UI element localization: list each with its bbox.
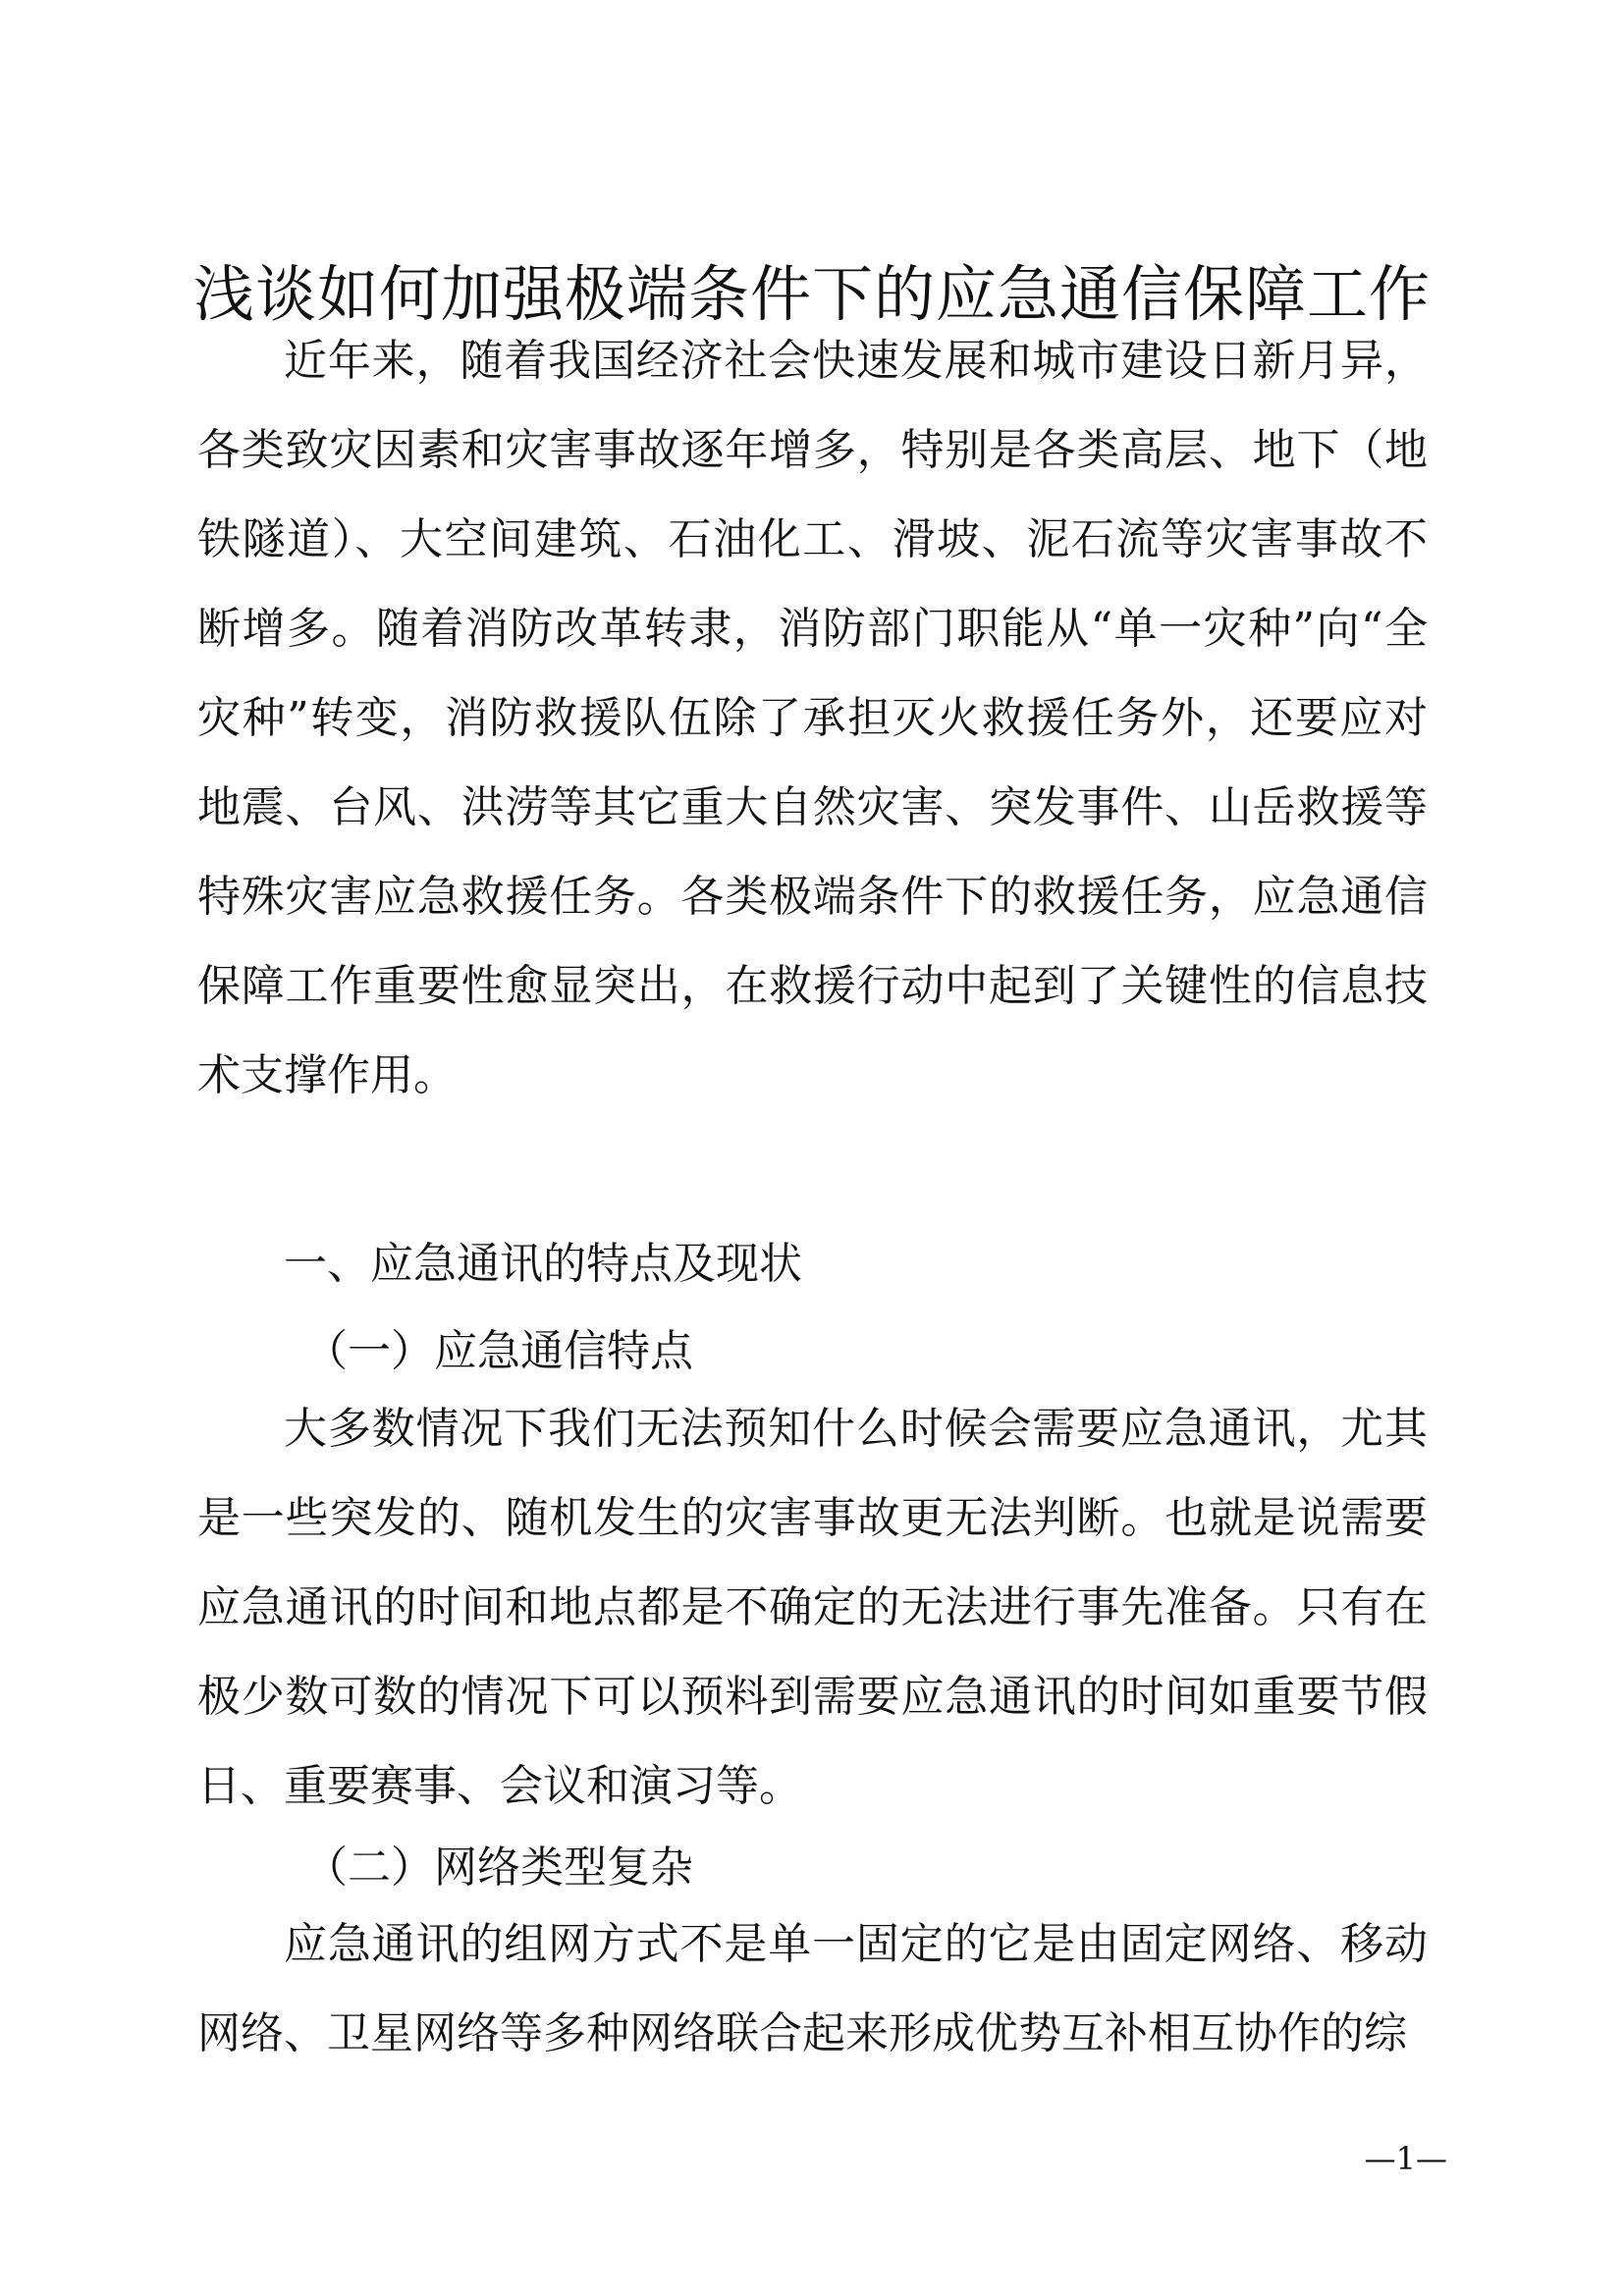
subsection-heading: （二）网络类型复杂 <box>304 1842 693 1893</box>
intro-paragraph: 近年来，随着我国经济社会快速发展和城市建设日新月异，各类致灾因素和灾害事故逐年增多，特别是各类高层、地下（地铁隧道）、大空间建筑、石油化工、滑坡、泥石流等灾害事故不断增多。随着消防改革转隶，消防部门职能从“单一灾种”向“全灾种”转变，消防救援队伍除了承担灭火救援任务外，还要应对地震、台风、洪涝等其它重大自然灾害、突发事件、山岳救援等特殊灾害应急救援任务。各类极端条件下的救援任务，应急通信保障工作重要性愈显突出，在救援行动中起到了关键性的信息技术支撑作用。 <box>197 336 1428 1100</box>
document-title: 浅谈如何加强极端条件下的应急通信保障工作 <box>192 258 1431 330</box>
page-number: —1— <box>1364 2140 1447 2177</box>
subsection-heading: （一）应急通信特点 <box>304 1326 693 1376</box>
section-heading: 一、应急通讯的特点及现状 <box>284 1239 802 1289</box>
subsection-paragraph: 大多数情况下我们无法预知什么时候会需要应急通讯，尤其是一些突发的、随机发生的灾害事故更无法判断。也就是说需要应急通讯的时间和地点都是不确定的无法进行事先准备。只有在极少数可数的情况下可以预料到需要应急通讯的时间如重要节假日、重要赛事、会议和演习等。 <box>197 1404 1428 1811</box>
subsection-paragraph: 应急通讯的组网方式不是单一固定的它是由固定网络、移动网络、卫星网络等多种网络联合起来形成优势互补相互协作的综 <box>197 1919 1428 2058</box>
